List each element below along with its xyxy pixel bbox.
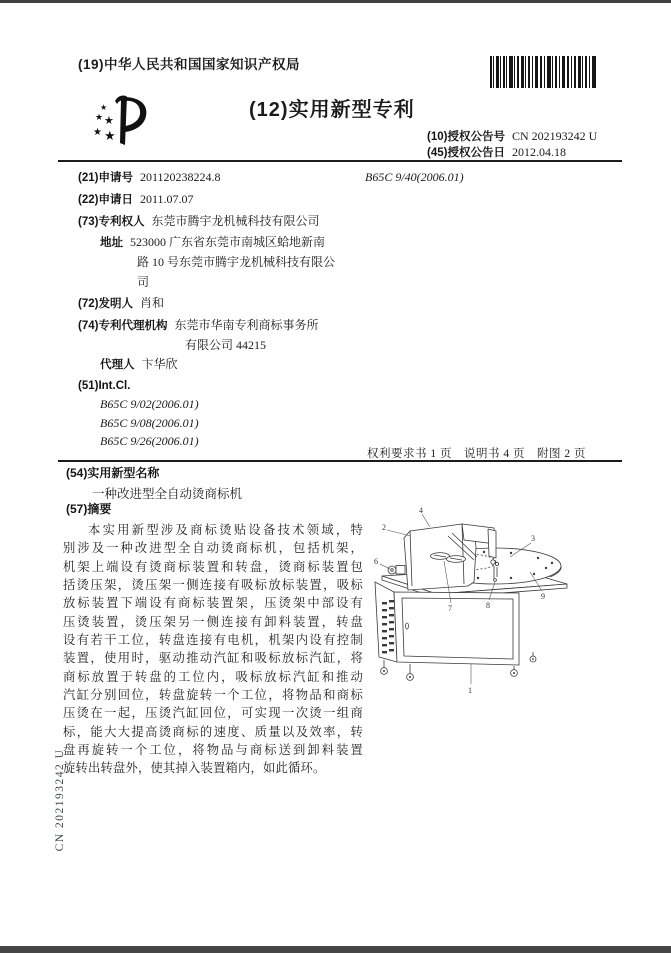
patent-figure xyxy=(362,500,640,710)
patentee-row xyxy=(78,214,319,229)
address-row xyxy=(100,235,325,250)
intcl-entry-2: B65C 9/08(2006.01) xyxy=(100,416,199,430)
title-section-label-row xyxy=(66,466,159,480)
intcl-entry-1: B65C 9/02(2006.01) xyxy=(100,397,199,411)
invention-title: 一种改进型全自动烫商标机 xyxy=(92,487,243,501)
svg-text:★: ★ xyxy=(104,128,116,143)
abstract-line: 设有若干工位，转盘连接有电机，机架内设有控制 xyxy=(63,633,363,647)
address-row-cont xyxy=(130,255,335,269)
abstract-label: (57)摘要 xyxy=(66,502,112,516)
agent-row xyxy=(100,357,178,372)
address-line3: 司 xyxy=(137,275,150,289)
application-date-value: 2011.07.07 xyxy=(139,192,194,206)
svg-text:★: ★ xyxy=(104,115,114,127)
publication-number-value: CN 202193242 U xyxy=(511,129,598,143)
application-number-row xyxy=(78,170,221,185)
agency-row-cont xyxy=(178,338,266,352)
inventor-value: 肖和 xyxy=(139,296,164,310)
agency-row xyxy=(78,318,318,333)
inventor-row xyxy=(78,296,164,311)
application-number-label: (21)申请号 xyxy=(78,172,133,184)
agent-value: 卞华欣 xyxy=(141,357,178,371)
figure-callout-1: 1 xyxy=(468,686,472,695)
publication-date-label: (45)授权公告日 xyxy=(427,147,505,159)
abstract-line: 装置，使用时，驱动推动汽缸和吸标放标汽缸，将 xyxy=(63,651,363,665)
figure-callout-4: 4 xyxy=(419,506,423,515)
address-line1: 523000 广东省东莞市南城区蛤地新南 xyxy=(130,235,326,249)
ipc-main-class: B65C 9/40(2006.01) xyxy=(365,170,464,184)
figure-callout-8: 8 xyxy=(486,601,490,610)
intcl-row xyxy=(78,378,130,393)
motor-icon xyxy=(388,566,405,575)
issuing-office: (19)中华人民共和国国家知识产权局 xyxy=(78,57,301,72)
agency-label: (74)专利代理机构 xyxy=(78,320,168,332)
abstract-line: 本实用新型涉及商标烫贴设备技术领域，特 xyxy=(88,523,363,537)
figure-callout-2: 2 xyxy=(382,523,386,532)
sipo-logo-icon xyxy=(92,92,154,163)
abstract-line: 旋转出转盘外，使其掉入装置箱内，如此循环。 xyxy=(63,761,326,775)
svg-text:★: ★ xyxy=(100,103,108,112)
abstract-line: 汽缸分别回位，转盘旋转一个工位，将物品和商标 xyxy=(63,688,363,702)
intcl-entry-3: B65C 9/26(2006.01) xyxy=(100,434,199,448)
figure-callout-6: 6 xyxy=(374,557,378,566)
figure-callout-3: 3 xyxy=(531,534,535,543)
abstract-line: 机架上端设有烫商标装置和转盘，烫商标装置包 xyxy=(63,560,363,574)
agency-line2: 有限公司 44215 xyxy=(185,338,267,352)
abstract-line: 压烫装置，烫压架另一侧连接有卸料装置，转盘 xyxy=(63,615,363,629)
header-divider xyxy=(58,160,622,162)
pages-info: 权利要求书 1 页 说明书 4 页 附图 2 页 xyxy=(367,448,586,460)
publication-date-row xyxy=(427,145,566,160)
abstract-line: 商标放置于转盘的工位内，吸标放标汽缸和推动 xyxy=(63,670,363,684)
abstract-line: 压烫在一起，压烫汽缸回位，可实现一次烫一组商 xyxy=(63,706,363,720)
intcl-label: (51)Int.Cl. xyxy=(78,380,131,392)
title-section-label: (54)实用新型名称 xyxy=(66,466,160,480)
abstract-line: 括烫压架，烫压架一侧连接有吸标放标装置，吸标 xyxy=(63,578,363,592)
publication-number-row xyxy=(427,129,597,144)
application-date-label: (22)申请日 xyxy=(78,194,133,206)
address-line2: 路 10 号东莞市腾宇龙机械科技有限公 xyxy=(137,255,336,269)
publication-number-label: (10)授权公告号 xyxy=(427,131,505,143)
abstract-line: 盘再旋转一个工位，将物品与商标送到卸料装置 xyxy=(63,743,363,757)
inventor-label: (72)发明人 xyxy=(78,298,133,310)
biblio-divider xyxy=(58,460,622,462)
publication-date-value: 2012.04.18 xyxy=(511,145,566,159)
patentee-value: 东莞市腾宇龙机械科技有限公司 xyxy=(151,214,320,228)
application-number-value: 201120238224.8 xyxy=(139,170,221,184)
abstract-label-row xyxy=(66,502,111,516)
abstract-line: 标，能大大提高烫商标的速度、质量以及效率，转 xyxy=(63,725,363,739)
scan-edge-top xyxy=(0,0,671,3)
patentee-label: (73)专利权人 xyxy=(78,216,145,228)
scan-edge-bottom xyxy=(0,946,671,953)
figure-callout-9: 9 xyxy=(541,592,545,601)
figure-callout-7: 7 xyxy=(448,604,452,613)
agency-line1: 东莞市华南专利商标事务所 xyxy=(174,318,319,332)
abstract-line: 放标装置下端设有商标装置架，压烫架中部设有 xyxy=(63,596,363,610)
barcode-icon xyxy=(490,56,597,93)
address-row-cont2 xyxy=(130,275,149,289)
document-type-title: (12)实用新型专利 xyxy=(249,99,415,121)
address-label: 地址 xyxy=(100,237,123,249)
application-date-row xyxy=(78,192,194,207)
svg-text:★: ★ xyxy=(93,127,102,138)
svg-text:★: ★ xyxy=(95,112,104,122)
abstract-line: 别涉及一种改进型全自动烫商标机，包括机架， xyxy=(63,541,363,555)
vertical-doc-number: CN 202193242 U xyxy=(54,748,66,852)
agent-label: 代理人 xyxy=(100,359,135,371)
